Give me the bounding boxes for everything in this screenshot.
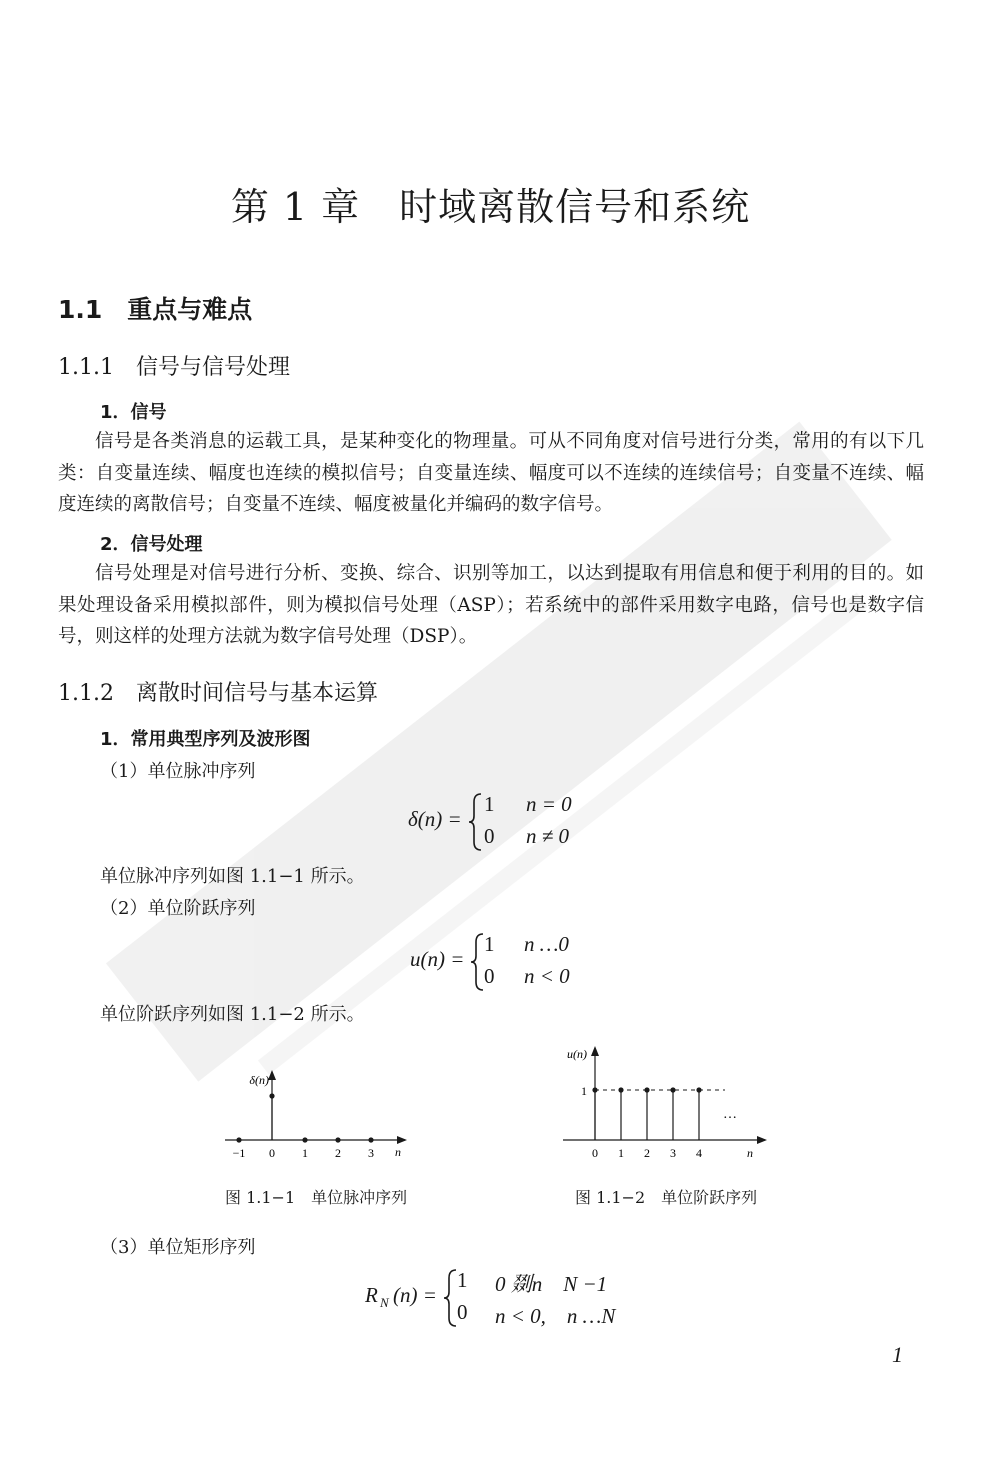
fig1-x-arrow-icon [397, 1136, 407, 1144]
fig2-point-2 [644, 1087, 649, 1092]
figure-unit-step [555, 1040, 775, 1160]
section-heading-1-1-1: 1.1.1 信号与信号处理 [58, 355, 290, 380]
processing-heading: 2．信号处理 [100, 534, 203, 555]
fig1-point-2 [302, 1137, 307, 1142]
fig2-tick-label-2: 2 [644, 1146, 650, 1160]
sub-heading-unit-impulse: （1）单位脉冲序列 [100, 761, 256, 782]
fig1-tick-label-1: 0 [269, 1146, 275, 1160]
fig1-tick-label-2: 1 [302, 1146, 308, 1160]
chapter-title: 第 1 章 时域离散信号和系统 [230, 185, 751, 229]
fig1-ylabel: δ(n) [249, 1073, 269, 1087]
eq3-row1-value: 1 [457, 1268, 468, 1292]
section-heading-1-1: 1.1 重点与难点 [58, 295, 253, 324]
processing-paragraph: 信号处理是对信号进行分析、变换、综合、识别等加工，以达到提取有用信息和便于利用的目的。如果处理设备采用模拟部件，则为模拟信号处理（ASP）；若系统中的部件采用数字电路，信号也是数字信号，则这样的处理方法就为数字信号处理（DSP）。 [58, 563, 924, 647]
eq2-row2-cond: n < 0 [524, 964, 570, 988]
fig2-ylabel: u(n) [567, 1047, 587, 1061]
fig1-point-4 [368, 1137, 373, 1142]
figure-unit-impulse [215, 1062, 415, 1162]
fig1-point-3 [335, 1137, 340, 1142]
eq1-row1-cond: n = 0 [526, 792, 572, 816]
fig1-tick-label-4: 3 [368, 1146, 374, 1160]
eq1-row2-cond: n ≠ 0 [526, 824, 570, 848]
unit-step-note: 单位阶跃序列如图 1.1−2 所示。 [100, 1004, 365, 1025]
fig1-xlabel: n [395, 1145, 401, 1159]
fig1-tick-label-3: 2 [335, 1146, 341, 1160]
fig1-y-arrow-icon [268, 1070, 276, 1080]
fig2-tick-label-0: 0 [592, 1146, 598, 1160]
fig2-tick-label-3: 3 [670, 1146, 676, 1160]
sub-heading-unit-rect: （3）单位矩形序列 [100, 1237, 256, 1258]
fig2-point-3 [670, 1087, 675, 1092]
fig2-xlabel: n [747, 1146, 753, 1160]
figure-unit-impulse-caption: 图 1.1−1 单位脉冲序列 [225, 1188, 408, 1207]
fig2-y-arrow-icon [591, 1046, 599, 1056]
fig2-tick-label-1: 1 [618, 1146, 624, 1160]
sequences-heading: 1．常用典型序列及波形图 [100, 729, 311, 750]
eq1-lhs: δ(n) = [408, 807, 462, 831]
eq3-lhs-subscript: N [380, 1295, 389, 1310]
fig2-ellipsis: … [723, 1107, 737, 1122]
fig1-point-0 [236, 1137, 241, 1142]
eq3-lhs-rest: (n) = [393, 1283, 437, 1307]
fig2-level-label: 1 [581, 1084, 587, 1098]
eq3-row1-cond: 0 剟n N −1 [495, 1272, 608, 1296]
sub-heading-unit-step: （2）单位阶跃序列 [100, 898, 256, 919]
eq3-row2-cond: n < 0, n …N [495, 1304, 616, 1328]
eq2-row1-cond: n …0 [524, 932, 569, 956]
fig2-point-4 [696, 1087, 701, 1092]
eq2-lhs: u(n) = [410, 947, 465, 971]
fig2-point-1 [618, 1087, 623, 1092]
fig2-point-0 [592, 1087, 597, 1092]
eq1-brace-icon [468, 792, 484, 852]
eq2-row1-value: 1 [484, 932, 495, 956]
unit-impulse-note: 单位脉冲序列如图 1.1−1 所示。 [100, 866, 365, 887]
figure-unit-step-caption: 图 1.1−2 单位阶跃序列 [575, 1188, 758, 1207]
fig2-tick-label-4: 4 [696, 1146, 702, 1160]
signal-paragraph: 信号是各类消息的运载工具，是某种变化的物理量。可从不同角度对信号进行分类，常用的有以下几类：自变量连续、幅度也连续的模拟信号；自变量连续、幅度可以不连续的连续信号；自变量不连续、幅度连续的离散信号；自变量不连续、幅度被量化并编码的数字信号。 [58, 431, 924, 515]
signal-heading: 1．信号 [100, 402, 167, 423]
eq2-row2-value: 0 [484, 964, 495, 988]
fig1-tick-label-0: −1 [232, 1146, 246, 1160]
eq3-lhs-symbol: R [365, 1283, 378, 1307]
eq1-row1-value: 1 [484, 792, 495, 816]
page-number: 1 [892, 1342, 903, 1367]
fig1-point-1 [269, 1093, 274, 1098]
eq1-row2-value: 0 [484, 824, 495, 848]
section-heading-1-1-2: 1.1.2 离散时间信号与基本运算 [58, 681, 378, 706]
eq3-row2-value: 0 [457, 1300, 468, 1324]
fig2-x-arrow-icon [757, 1136, 767, 1144]
